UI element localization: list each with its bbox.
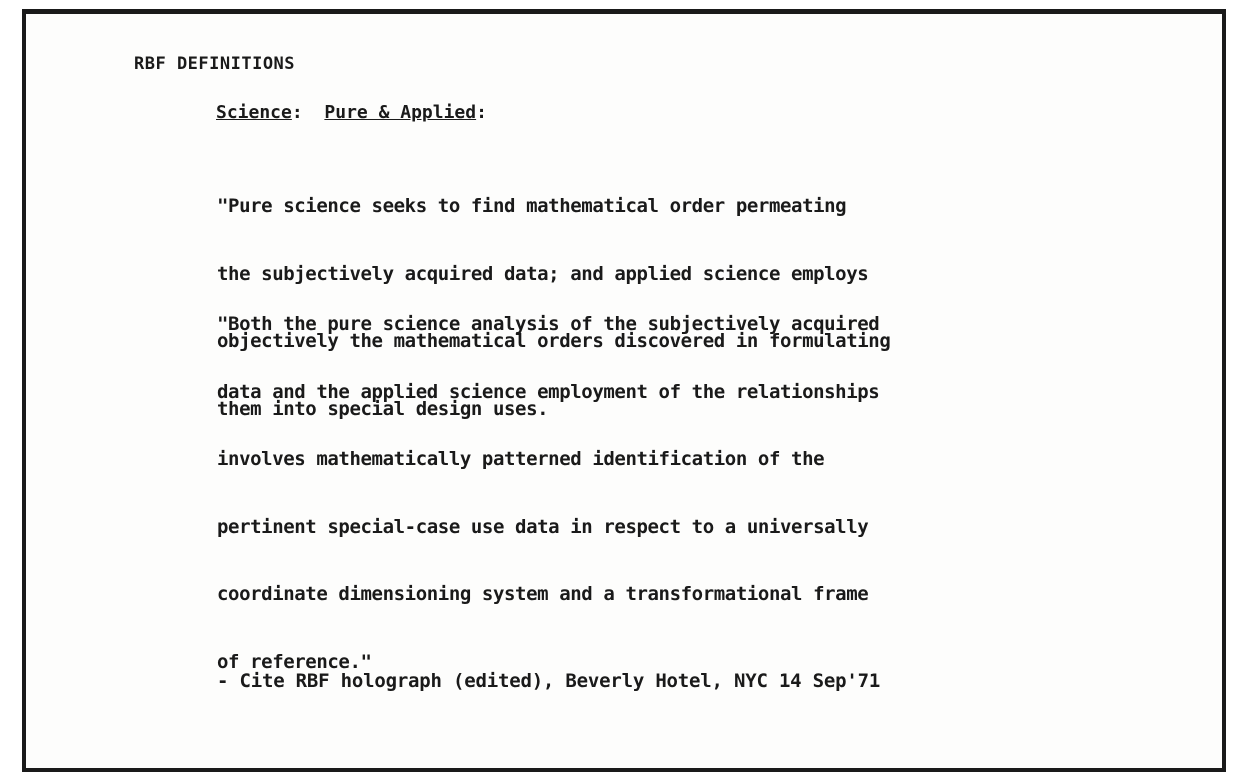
- subtitle-separator-1: :: [291, 102, 303, 123]
- card-header: RBF DEFINITIONS: [134, 54, 296, 74]
- paragraph-2: [217, 268, 879, 718]
- paragraph-2-line: involves mathematically patterned identification of the: [217, 448, 825, 470]
- paragraph-2-line: pertinent special-case use data in respect to a universally: [217, 515, 869, 538]
- subtitle-term: Science: [216, 102, 292, 123]
- citation: - Cite RBF holograph (edited), Beverly Hotel, NYC 14 Sep'71: [217, 670, 881, 692]
- subtitle-separator-2: :: [476, 102, 487, 123]
- definition-card: [22, 9, 1226, 772]
- paragraph-1-line: "Pure science seeks to find mathematical order permeating: [217, 195, 847, 217]
- subtitle-qualifier: Pure & Applied: [324, 102, 477, 123]
- paragraph-1-line: them into special design uses.: [217, 397, 549, 420]
- paragraph-1-line: objectively the mathematical orders discovered in formulating: [217, 330, 891, 352]
- paragraph-2-line: "Both the pure science analysis of the subjectively acquired: [217, 313, 880, 335]
- definition-subtitle: [216, 102, 487, 123]
- paragraph-1-line: the subjectively acquired data; and applied science employs: [217, 262, 869, 285]
- paragraph-2-line: data and the applied science employment of the relationships: [217, 380, 880, 403]
- paragraph-2-line: of reference.": [217, 650, 372, 673]
- paragraph-2-line: coordinate dimensioning system and a transformational frame: [217, 583, 869, 605]
